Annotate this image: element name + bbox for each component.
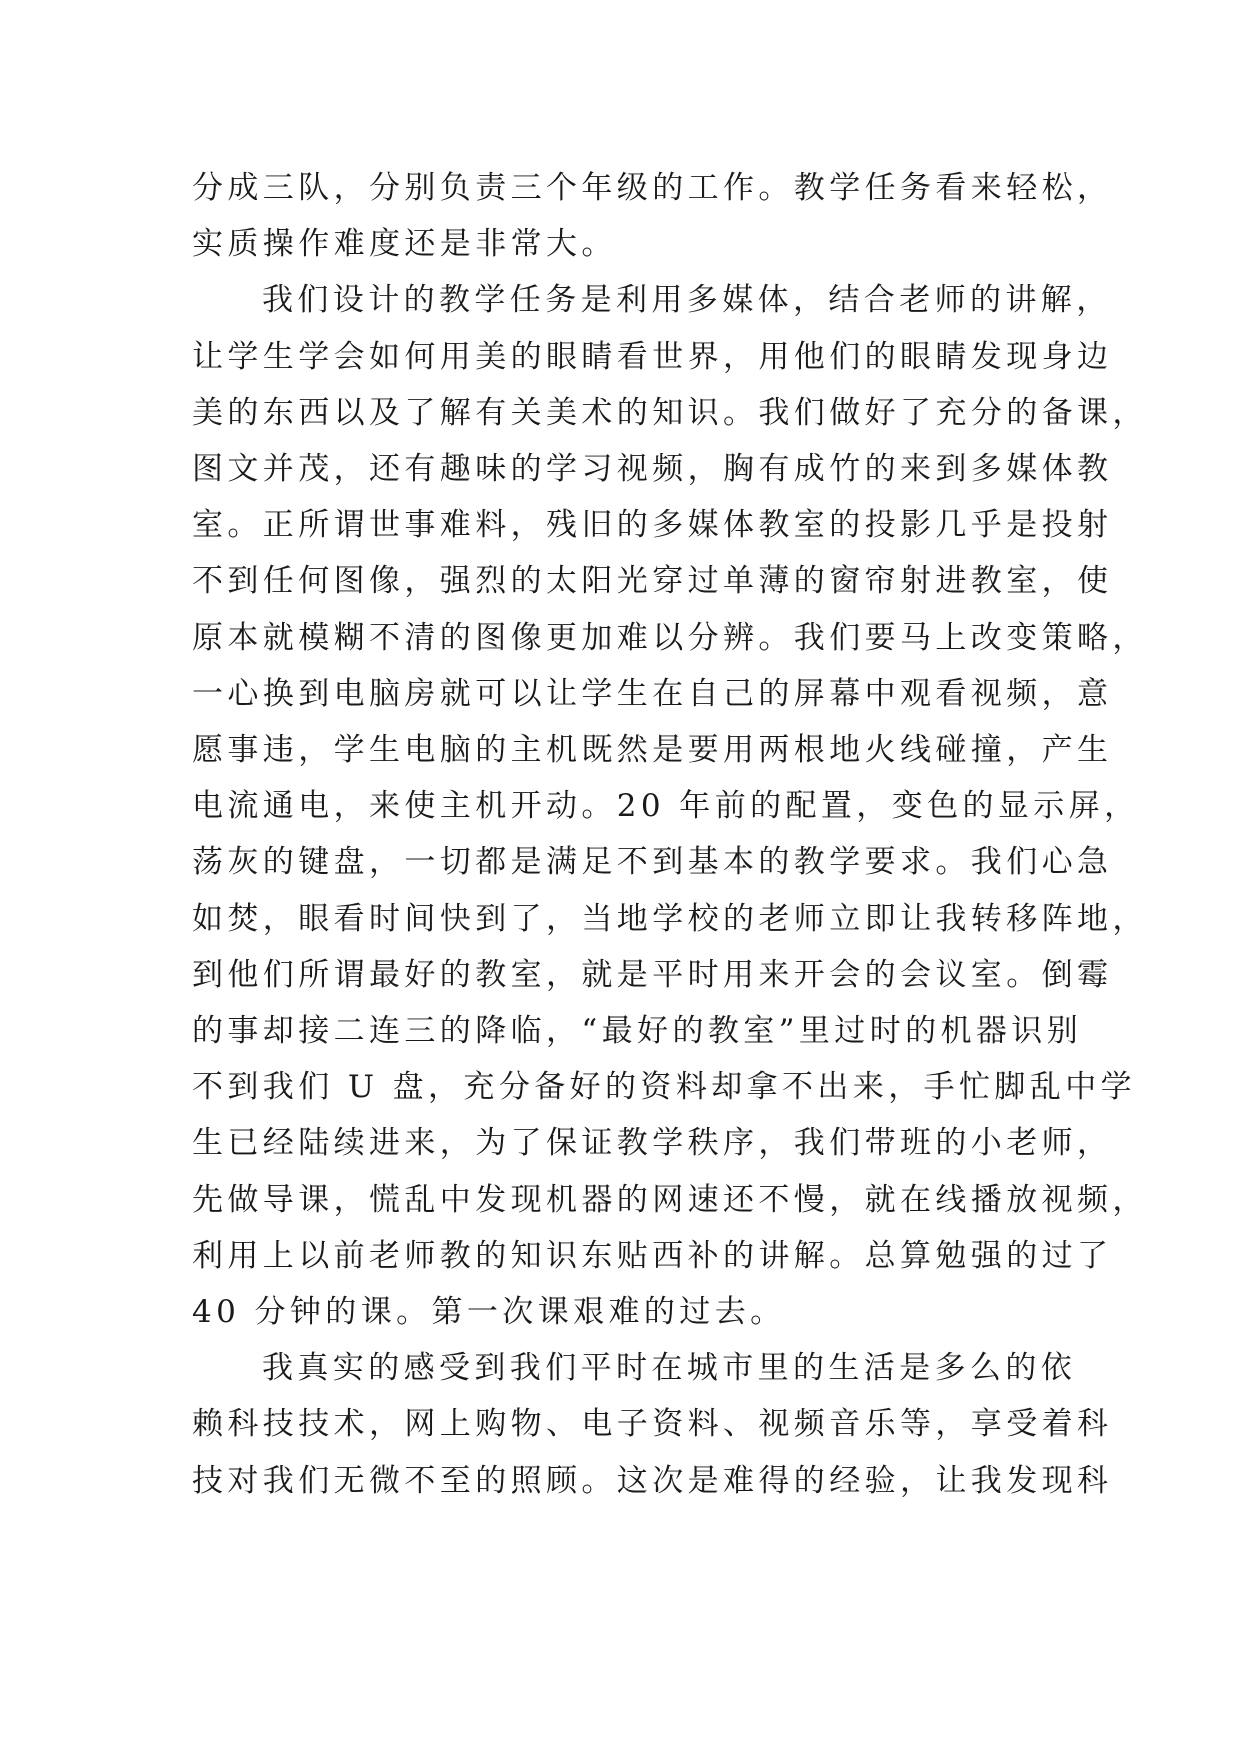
text-line: 生已经陆续进来，为了保证教学秩序，我们带班的小老师， <box>192 1125 1113 1162</box>
text-line: 赖科技技术，网上购物、电子资料、视频音乐等，享受着科 <box>192 1406 1113 1443</box>
text-line: 不到任何图像，强烈的太阳光穿过单薄的窗帘射进教室，使 <box>192 563 1113 600</box>
text-line: 不到我们 U 盘，充分备好的资料却拿不出来，手忙脚乱中学 <box>192 1069 1137 1106</box>
text-line: 40 分钟的课。第一次课艰难的过去。 <box>192 1294 786 1331</box>
text-line: 让学生学会如何用美的眼睛看世界，用他们的眼睛发现身边 <box>192 338 1113 375</box>
text-line: 图文并茂，还有趣味的学习视频，胸有成竹的来到多媒体教 <box>192 451 1113 488</box>
text-line: 室。正所谓世事难料，残旧的多媒体教室的投影几乎是投射 <box>192 507 1113 544</box>
paragraph-2 <box>192 272 1148 1340</box>
text-line: 美的东西以及了解有关美术的知识。我们做好了充分的备课， <box>192 394 1148 431</box>
text-line: 我真实的感受到我们平时在城市里的生活是多么的依 <box>262 1350 1077 1387</box>
document-page <box>192 160 1148 1509</box>
paragraph-1 <box>192 160 1113 272</box>
text-line: 原本就模糊不清的图像更加难以分辨。我们要马上改变策略， <box>192 619 1148 656</box>
text-line: 技对我们无微不至的照顾。这次是难得的经验，让我发现科 <box>192 1462 1113 1499</box>
paragraph-3 <box>192 1340 1113 1509</box>
text-line: 一心换到电脑房就可以让学生在自己的屏幕中观看视频，意 <box>192 675 1113 712</box>
text-line: 荡灰的键盘，一切都是满足不到基本的教学要求。我们心急 <box>192 844 1113 881</box>
text-line: 我们设计的教学任务是利用多媒体，结合老师的讲解， <box>262 282 1112 319</box>
text-line: 先做导课，慌乱中发现机器的网速还不慢，就在线播放视频， <box>192 1181 1148 1218</box>
text-line: 的事却接二连三的降临，“最好的教室”里过时的机器识别 <box>192 1013 1083 1050</box>
text-line: 分成三队，分别负责三个年级的工作。教学任务看来轻松， <box>192 170 1113 206</box>
text-line: 电流通电，来使主机开动。20 年前的配置，变色的显示屏， <box>192 788 1140 825</box>
text-line: 到他们所谓最好的教室，就是平时用来开会的会议室。倒霉 <box>192 956 1113 993</box>
text-line: 利用上以前老师教的知识东贴西补的讲解。总算勉强的过了 <box>192 1237 1113 1274</box>
text-line: 愿事违，学生电脑的主机既然是要用两根地火线碰撞，产生 <box>192 732 1113 769</box>
text-line: 实质操作难度还是非常大。 <box>192 226 617 263</box>
text-line: 如焚，眼看时间快到了，当地学校的老师立即让我转移阵地， <box>192 900 1148 937</box>
